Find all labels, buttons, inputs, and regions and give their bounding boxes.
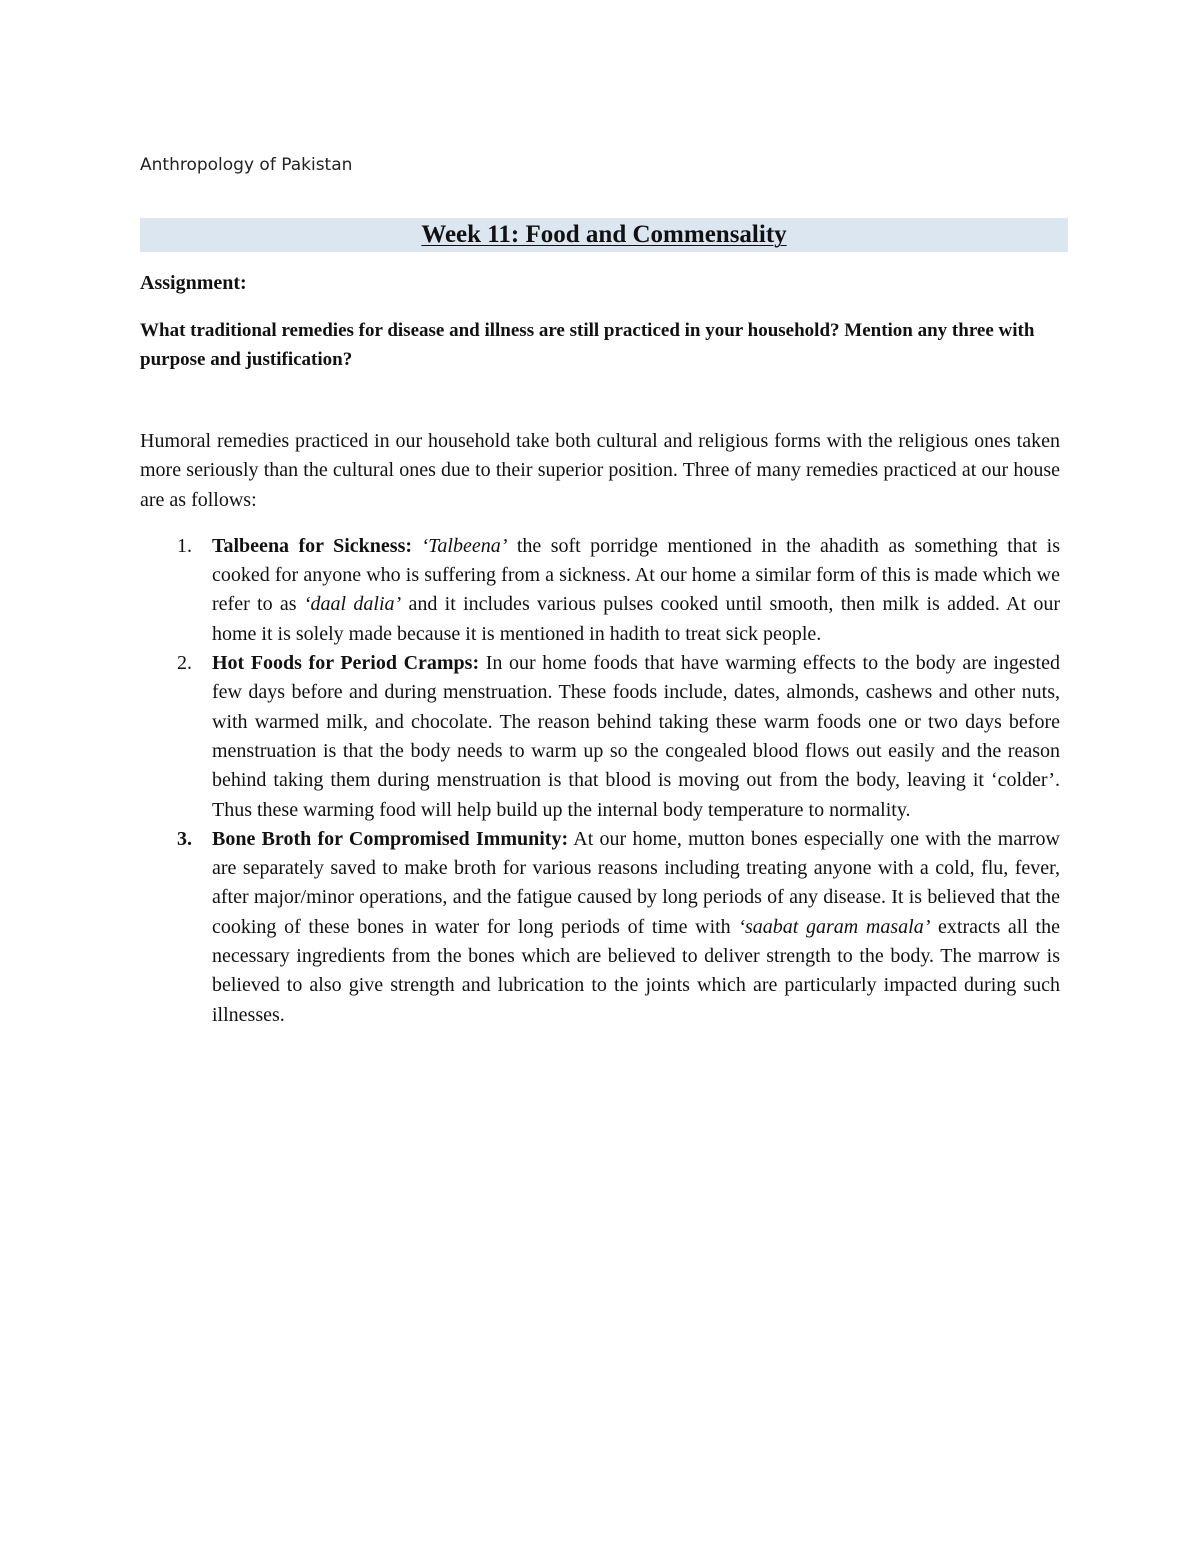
remedy-term: ‘daal dalia’	[303, 593, 402, 616]
remedy-text: In our home foods that have warming effects to the body are ingested few days before and during menstruation. These foods include, dates, almonds, cashews and other nuts, with warmed milk, and chocolate. The reason behind taking these warm foods one or two days before menstruation is that the body needs to warm up so the congealed blood flows out easily and the reason behind taking them during menstruation is that blood is moving out from the body, leaving it ‘colder’. Thus these warming food will help build up the internal body temperature to normality.	[212, 652, 1060, 821]
list-item-hot-foods	[177, 649, 1060, 825]
course-name: Anthropology of Pakistan	[140, 155, 353, 175]
list-item-talbeena	[177, 532, 1061, 649]
remedy-label: Bone Broth for Compromised Immunity:	[212, 827, 569, 850]
list-number: 2.	[177, 652, 192, 675]
list-number: 3.	[177, 827, 192, 850]
assignment-question: What traditional remedies for disease and illness are still practiced in your household? Mention any three with purpose and justification?	[140, 320, 1035, 370]
list-number: 1.	[177, 534, 192, 557]
remedy-label: Hot Foods for Period Cramps:	[212, 652, 480, 675]
assignment-label: Assignment:	[140, 272, 247, 294]
remedy-text: At our home, mutton bones especially one with the marrow are separately saved to make broth for various reasons including treating anyone with a cold, flu, fever, after major/minor operations, and the fatigue caused by long periods of any disease. It is believed that the cooking of these bones in water for long periods of time with	[212, 827, 1060, 938]
remedy-term: ‘Talbeena’	[421, 534, 508, 557]
answer-body	[140, 427, 1060, 1030]
remedy-label: Talbeena for Sickness:	[212, 534, 413, 557]
title-band	[140, 218, 1068, 252]
remedy-term: ‘saabat garam masala’	[738, 915, 931, 938]
remedy-text: extracts all the necessary ingredients from the bones which are believed to deliver strength to the body. The marrow is believed to also give strength and lubrication to the joints which are particularly impacted during such illnesses.	[212, 915, 1060, 1026]
remedy-text: the soft porridge mentioned in the ahadith as something that is cooked for anyone who is suffering from a sickness. At our home a similar form of this is made which we refer to as	[212, 534, 1060, 616]
remedy-text: and it includes various pulses cooked until smooth, then milk is added. At our home it is solely made because it is mentioned in hadith to treat sick people.	[212, 593, 1061, 645]
list-item-bone-broth	[177, 825, 1060, 1030]
page-title: Week 11: Food and Commensality	[421, 221, 787, 248]
intro-paragraph: Humoral remedies practiced in our household take both cultural and religious forms with the religious ones taken more seriously than the cultural ones due to their superior position. Three of many remedies practiced at our house are as follows:	[140, 430, 1060, 511]
remedies-list	[140, 532, 1060, 1030]
